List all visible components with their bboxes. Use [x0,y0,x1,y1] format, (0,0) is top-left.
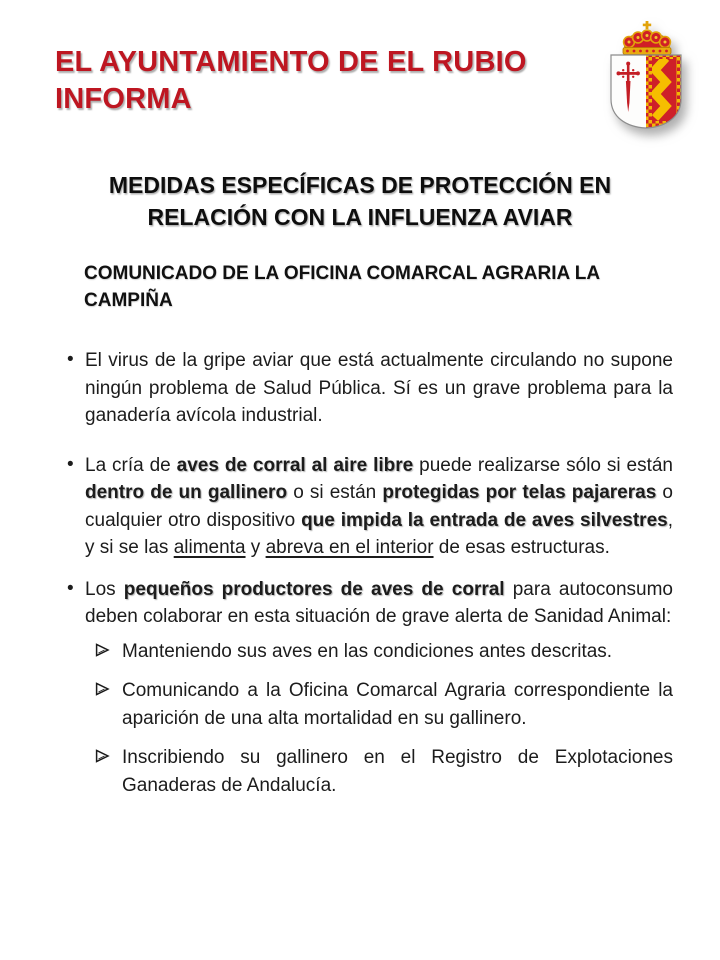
page-title: EL AYUNTAMIENTO DE EL RUBIO INFORMA [55,46,527,115]
notice-heading: MEDIDAS ESPECÍFICAS DE PROTECCIÓN EN RELACIÓN CON LA INFLUENZA AVIAR [108,172,612,230]
arrowhead-bullet-icon [95,682,110,696]
header [0,0,720,130]
bullet-text: Los pequeños productores de aves de corral para autoconsumo deben colaborar en esta situación de grave alerta de Sanidad Animal: [85,578,673,627]
bullet-icon: • [67,453,74,475]
notice-subheading: COMUNICADO DE LA OFICINA COMARCAL AGRARIA LA CAMPIÑA [84,263,600,311]
action-item [122,744,673,799]
shield [611,55,681,129]
bullet-icon: • [67,349,74,370]
el-rubio-coat-of-arms-icon [596,14,696,134]
bullet-text: El virus de la gripe aviar que está actualmente circulando no supone ningún problema de Salud Pública. Sí es un grave problema para la ganadería avícola industrial. [85,350,673,426]
action-item [122,677,673,732]
action-item-list [0,638,720,800]
action-item-text: Comunicando a la Oficina Comarcal Agraria correspondiente la aparición de una alta mortalidad en su gallinero. [122,680,673,729]
bullet-item [67,576,673,631]
action-item-text: Manteniendo sus aves en las condiciones antes descritas. [122,640,613,662]
action-item-text: Inscribiendo su gallinero en el Registro de Explotaciones Ganaderas de Andalucía. [122,747,673,796]
bullet-icon: • [67,577,74,599]
crown [623,21,671,55]
bullet-item [67,452,673,562]
action-item [122,638,673,666]
bullet-item [67,347,673,430]
arrowhead-bullet-icon [95,643,110,657]
bullet-text: La cría de aves de corral al aire libre puede realizarse sólo si están dentro de un gallinero o si están protegidas por telas pajareras o cualquier otro dispositivo que impida la entrada de aves silvestres, y si se las alimenta y abreva en el interior de esas estructuras. [85,454,673,558]
bullet-list [0,347,720,631]
arrowhead-bullet-icon [95,749,110,763]
